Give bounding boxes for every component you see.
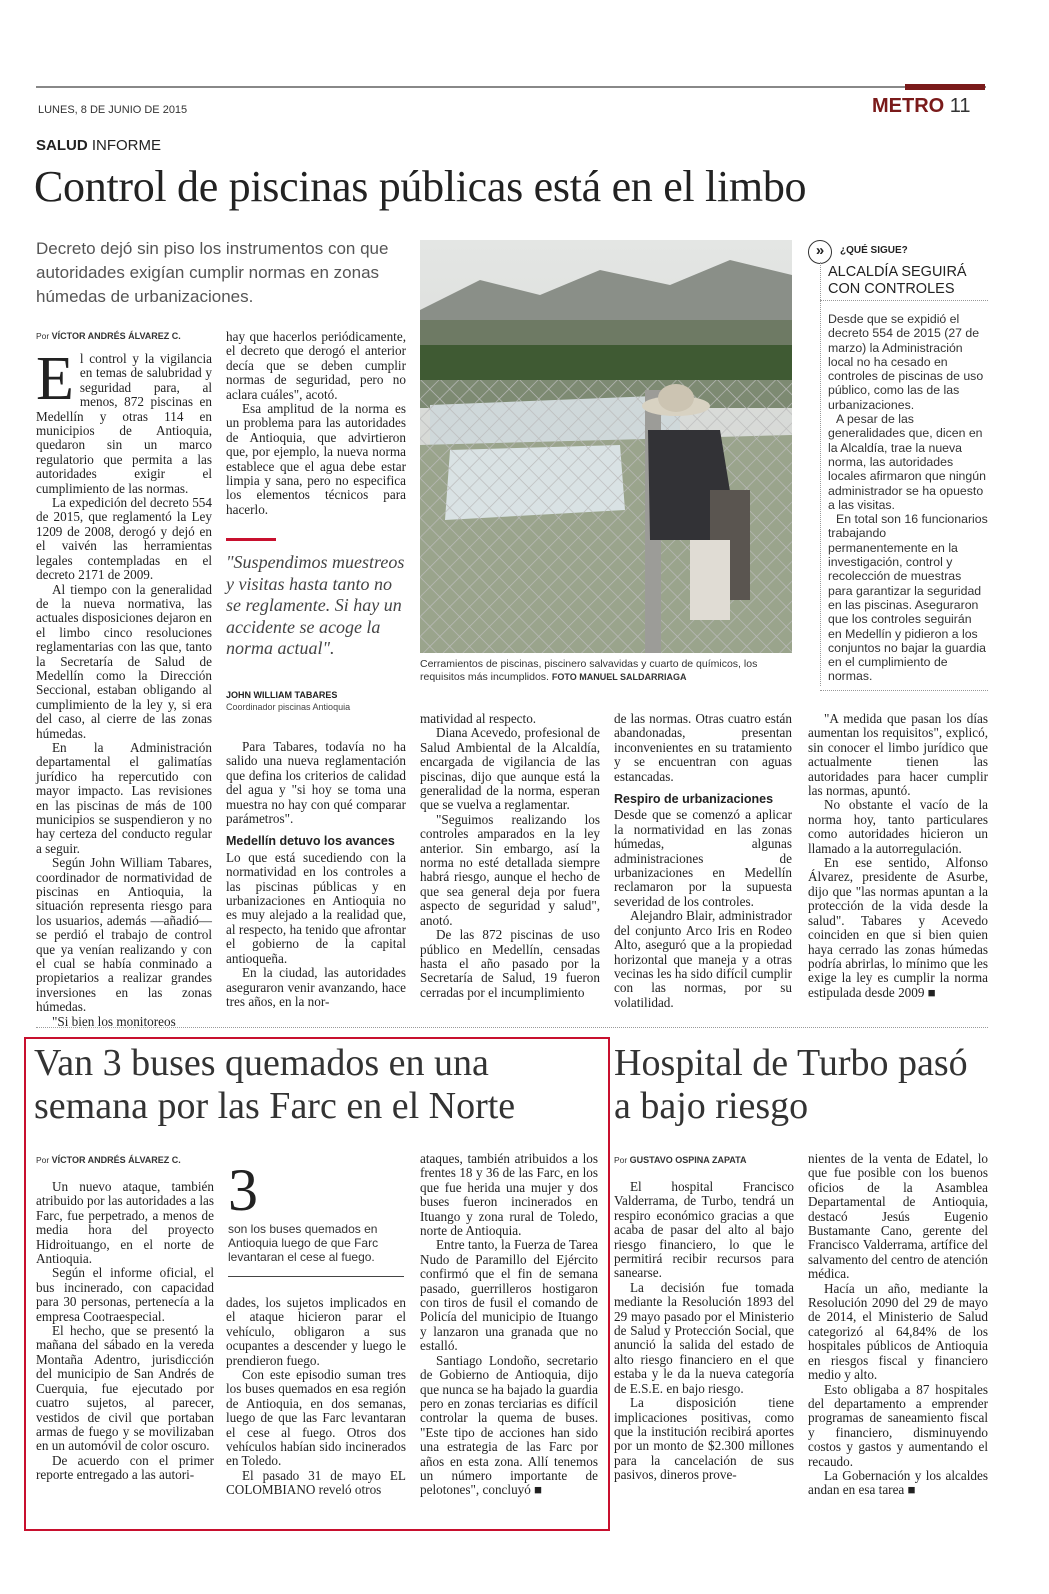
main-col1-p3: En la Administración departamental el galimatías jurídico ha repercutido con mayor impacto. Las revisiones en las piscinas de más de 100 municipios se suspendieron y no hay certeza del conducto regular a seguir. (36, 739, 212, 856)
buses-col-3 (420, 1152, 598, 1498)
buses-col-2 (226, 1296, 406, 1498)
main-col2-p0: hay que hacerlos periódicamente, el decreto que derogó el anterior decía que se deben cumplir normas de seguridad, pero no aclara cuáles", acotó. (226, 329, 406, 402)
main-col4-p0: de las normas. Otras cuatro están abandonadas, presentan inconvenientes en su tratamiento y se encuentran con aguas estancadas. (614, 711, 792, 784)
sidebar-arrow-icon: » (808, 240, 832, 264)
main-col2b-p2: En la ciudad, las autoridades aseguraron venir avanzando, hace tres años, en la nor- (226, 965, 406, 1009)
buses-col3-p0: ataques, también atribuidos a los frentes 18 y 36 de las Farc, en los que fue herida una mujer y dos buses fueron incinerados en Ituango y zona rural de Toledo, norte de Antioquia. (420, 1151, 598, 1239)
main-col4-p1: Desde que se comenzó a aplicar la normatividad en las zonas húmedas, algunas administraciones de urbanizaciones en Medellín reclamaron por la supuesta severidad de los controles. (614, 807, 792, 909)
sidebar-p0: Desde que se expidió el decreto 554 de 2015 (27 de marzo) la Administración local no ha cesado en controles de piscinas de uso público, como las de las urbanizaciones. (828, 312, 984, 412)
hospital-byline-author: GUSTAVO OSPINA ZAPATA (629, 1155, 747, 1165)
sidebar-title-line2: CON CONTROLES (828, 281, 955, 297)
main-col2-p1: Esa amplitud de la norma es un problema para las autoridades de Antioquia, que advirtieron que, por ejemplo, la nueva norma establece que el agua debe estar limpia y sana, pero no especifica los elementos técnicos para hacerlo. (226, 401, 406, 517)
buses-col2-p2: El pasado 31 de mayo EL COLOMBIANO reveló otros (226, 1467, 406, 1498)
buses-headline: Van 3 buses quemados en una semana por las Farc en el Norte (34, 1042, 516, 1127)
section-label: METRO (872, 95, 945, 117)
section-kicker-bold: SALUD (36, 137, 88, 154)
photo-credit: FOTO MANUEL SALDARRIAGA (551, 672, 687, 682)
main-col-2-bottom (226, 740, 406, 1009)
section-kicker (36, 137, 161, 154)
quote-role: Coordinador piscinas Antioquia (226, 702, 351, 712)
main-col5-p2: En ese sentido, Alfonso Álvarez, presidente de Asurbe, dijo que "las normas apuntan a la protección de la vida desde la salud". Tabares y Acevedo coinciden en que si bien quien haya cerrado las zonas húmedas podría abrirlas, lo mínimo que les exige la ley es cumplir la norma estipulada desde 2009 ■ (808, 855, 988, 1000)
sidebar-bottom-rule (820, 690, 988, 691)
section-kicker-tag: INFORME (91, 137, 162, 154)
sidebar-title (828, 264, 988, 298)
pool-photo (420, 240, 792, 653)
main-col3-p3: De las 872 piscinas de uso público en Medellín, censadas hasta el año pasado por la Secretaría de Salud, 19 fueron cerradas por el incumplimiento (420, 927, 600, 1000)
hospital-col1-p0: El hospital Francisco Valderrama, de Turbo, tendrá un respiro económico gracias a que acaba de pasar del alto al bajo riesgo financiero, lo que le permitirá recibir recursos para sanearse. (614, 1179, 794, 1281)
buses-col3-p2: Santiago Londoño, secretario de Gobierno de Antioquia, dijo que nunca se ha bajado la guardia pero en zonas terciarias es difícil controlar la quema de buses. "Este tipo de acciones han sido una estrategia de las Farc por años en esta zona. Allí tenemos un número importante de pelotones", concluyó ■ (420, 1352, 598, 1498)
hospital-headline: Hospital de Turbo pasó a bajo riesgo (614, 1042, 968, 1127)
main-col3-p2: "Seguimos realizando los controles amparados en la ley anterior. Sin embargo, así la norma no esté detallada siempre habrá riesgo, aunque el hecho de que sea general deja por fuera aspecto de seguridad y salud", anotó. (420, 811, 600, 928)
hospital-col1-p2: La disposición tiene implicaciones positivas, como que la institución recibirá aportes por un monto de $2.300 millones para la cancelación de sus pasivos, dineros prove- (614, 1395, 794, 1483)
hospital-col2-p2: Esto obligaba a 87 hospitales del departamento a emprender programas de saneamiento fiscal y financiero, disminuyendo costos y gastos y aumentando el recaudo. (808, 1381, 988, 1469)
main-col1-p0: l control y la vigilancia en temas de salubridad y seguridad para, al menos, 872 piscinas en Medellín y otras 114 en municipios de Antioquia, quedaron sin un marco regulatorio que permita a las autoridades exigir el cumplimiento de las normas. (36, 351, 212, 496)
pull-quote: "Suspendimos muestreos y visitas hasta tanto no se reglamente. Si hay un accidente se acoge la norma actual". (226, 552, 405, 658)
sidebar-body (828, 312, 988, 684)
buses-col1-p3: De acuerdo con el primer reporte entregado a las autori- (36, 1452, 214, 1483)
sidebar-title-line1: ALCALDÍA SEGUIRÁ (828, 264, 967, 280)
page-number: 11 (949, 95, 971, 117)
hospital-col1-p1: La decisión fue tomada mediante la Resolución 1893 del 29 mayo pasado por el Ministerio de Salud y Protección Social, que anunció la salida del estado de alto riesgo financiero en el que estaba y le da la nueva categoría de E.S.E. en bajo riesgo. (614, 1279, 794, 1396)
subhead-medellin: Medellín detuvo los avances (226, 834, 395, 849)
quote-name: JOHN WILLIAM TABARES (226, 690, 338, 700)
buses-col2-p0: dades, los sujetos implicados en el ataque hicieron parar el vehículo, obligaron a sus ocupantes a descender y luego le prendieron fuego. (226, 1295, 406, 1368)
main-col4-p2: Alejandro Blair, administrador del conjunto Arco Iris en Rodeo Alto, aseguró que a la propiedad horizontal que maneja y a otras vecinas les ha sido difícil cumplir con las normas, por su volatilidad. (614, 908, 792, 1010)
buses-col1-p0: Un nuevo ataque, también atribuido por las autoridades a las Farc, fue perpetrado, a menos de media hora del proyecto Hidroituango, en el norte de Antioquia. (36, 1179, 214, 1267)
buses-col1-p1: Según el informe oficial, el bus incinerado, con capacidad para 30 personas, pertenecía a la empresa Cootraespecial. (36, 1265, 214, 1324)
dropcap: E (36, 345, 74, 413)
main-headline: Control de piscinas públicas está en el limbo (34, 162, 807, 211)
byline-author: VÍCTOR ANDRÉS ÁLVAREZ C. (51, 331, 181, 341)
main-col3-p1: Diana Acevedo, profesional de Salud Ambiental de la Alcaldía, encargada de vigilancia de las piscinas, dijo que aunque está la generalidad de la norma, esperan que se vuelva a reglamentar. (420, 725, 600, 813)
main-col5-p0: "A medida que pasan los días aumentan los requisitos", explicó, sin conocer el limbo jurídico que actualmente tienen las autoridades para hacer cumplir las normas, apuntó. (808, 711, 988, 799)
main-col2b-p0: Para Tabares, todavía no ha salido una nueva reglamentación que defina los criterios de calidad del agua y "si hoy se toma una muestra no hay con qué comparar parámetros". (226, 739, 406, 827)
sidebar-p2: En total son 16 funcionarios trabajando permanentemente en la investigación, control y recolección de muestras para garantizar la seguridad en las piscinas. Aseguraron que los controles seguirán en Medellín y pidieron a los conjuntos no bajar la guardia en el cumplimiento de normas. (828, 512, 988, 684)
main-col-4 (614, 712, 792, 1010)
hospital-col-2 (808, 1152, 988, 1498)
hospital-byline (614, 1155, 746, 1165)
hospital-col-1 (614, 1180, 794, 1483)
section-name (872, 95, 971, 118)
section-separator (36, 1027, 988, 1028)
main-col-2 (226, 330, 406, 517)
buses-col-1 (36, 1180, 214, 1483)
buses-col2-p1: Con este episodio suman tres los buses quemados en esa región de Antioquia, en dos semanas, luego de que las Farc levantaran el cese al fuego. Otros dos vehículos habían sido incinerados en Toledo. (226, 1367, 406, 1469)
main-col-5 (808, 712, 988, 1000)
buses-byline-prefix: Por (36, 1155, 50, 1165)
hospital-col2-p3: La Gobernación y los alcaldes andan en esa tarea ■ (808, 1467, 988, 1498)
buses-byline (36, 1155, 181, 1165)
photo-caption-text: Cerramientos de piscinas, piscinero salvavidas y cuarto de químicos, los requisitos más incumplidos. (420, 658, 758, 683)
buses-number-rule (228, 1276, 404, 1277)
hospital-col2-p1: Hacía un año, mediante la Resolución 2090 del 29 de mayo de 2014, el Ministerio de Salud categorizó al 64,84% de los hospitales públicos de Antioquia en riesgos fiscal y financiero medio y alto. (808, 1280, 988, 1383)
photo-caption (420, 658, 792, 684)
main-col2b-p1: Lo que está sucediendo con la normatividad en los controles a las piscinas públicas y en urbanizaciones en Antioquia no es muy alejado a la realidad que, al respecto, ha tenido que afrontar el gobierno de la capital antioqueña. (226, 849, 406, 966)
main-col1-p4: Según John William Tabares, coordinador de normatividad de piscinas en Antioquia, la situación representa riesgo para los usuarios, además —añadió— se perdió el trabajo de control que ya venían realizando y con el cual se había conminado a propietarios a realizar grandes inversiones en las zonas húmedas. (36, 855, 212, 1015)
pool-photo-image (420, 240, 792, 653)
buses-byline-author: VÍCTOR ANDRÉS ÁLVAREZ C. (51, 1155, 181, 1165)
main-byline (36, 331, 181, 341)
header-rule (36, 86, 986, 88)
sidebar-rule (820, 300, 988, 301)
buses-big-number-caption: son los buses quemados en Antioquia luego de que Farc levantaran el cese al fuego. (228, 1222, 379, 1264)
sidebar-p1: A pesar de las generalidades que, dicen en la Alcaldía, trae la nueva norma, las autoridades locales afirmaron que ningún administrador se ha opuesto a las visitas. (828, 412, 986, 512)
subhead-respiro: Respiro de urbanizaciones (614, 792, 774, 807)
buses-col1-p2: El hecho, que se presentó la mañana del sábado en la vereda Montaña Adentro, jurisdicción del municipio de San Andrés de Cuerquia, fue ejecutado por cuatro sujetos, al parecer, vestidos de civil que portaban armas de fuego y se movilizaban en un automóvil de color oscuro. (36, 1323, 214, 1454)
main-col1-p5: "Si bien los monitoreos (52, 1013, 176, 1029)
main-col3-p0: matividad al respecto. (420, 711, 537, 726)
main-col1-p2: Al tiempo con la generalidad de la nueva normativa, las actuales disposiciones dejaron en el limbo cinco resoluciones reglamentarias con las que, tanto la Secretaría de Salud de Medellín como la Dirección Seccional, estaban obligando al cumplimiento de la ley y, si era del caso, al cierre de las zonas húmedas. (36, 581, 212, 741)
buses-col3-p1: Entre tanto, la Fuerza de Tarea Nudo de Paramillo del Ejército confirmó que el fin de semana pasado, guerrilleros hostigaron con tiros de fusil el comando de Policía del municipio de Ituango y lanzaron una granada que no estalló. (420, 1237, 598, 1354)
section-color-bar (905, 84, 985, 90)
quote-rule (226, 538, 276, 541)
byline-prefix: Por (36, 331, 50, 341)
sidebar-vrule (820, 262, 821, 686)
main-col-1 (36, 345, 212, 1029)
main-col-3 (420, 712, 600, 1000)
sidebar-kicker: ¿QUÉ SIGUE? (840, 245, 908, 256)
hospital-col2-p0: nientes de la venta de Edatel, lo que fue posible con los buenos oficios de la Asamblea Departamental de Antioquia, destacó Jesús Eugenio Bustamante Cano, gerente del Francisco Valderrama, artífice del salvamento del centro de atención médica. (808, 1151, 988, 1282)
hospital-byline-prefix: Por (614, 1155, 628, 1165)
main-col5-p1: No obstante el vacío de la norma hoy, tanto particulares como autoridades hicieron un llamado a la autorregulación. (808, 797, 988, 856)
issue-date: LUNES, 8 DE JUNIO DE 2015 (38, 104, 188, 116)
main-col1-p1: La expedición del decreto 554 de 2015, que reglamentó la Ley 1209 de 2008, derogó y dejó en el vaivén las herramientas legales contempladas en el decreto 2171 de 2009. (36, 495, 212, 583)
buses-big-number: 3 (228, 1157, 258, 1223)
main-subhead: Decreto dejó sin piso los instrumentos con que autoridades exigían cumplir normas en zonas húmedas de urbanizaciones. (36, 239, 389, 306)
